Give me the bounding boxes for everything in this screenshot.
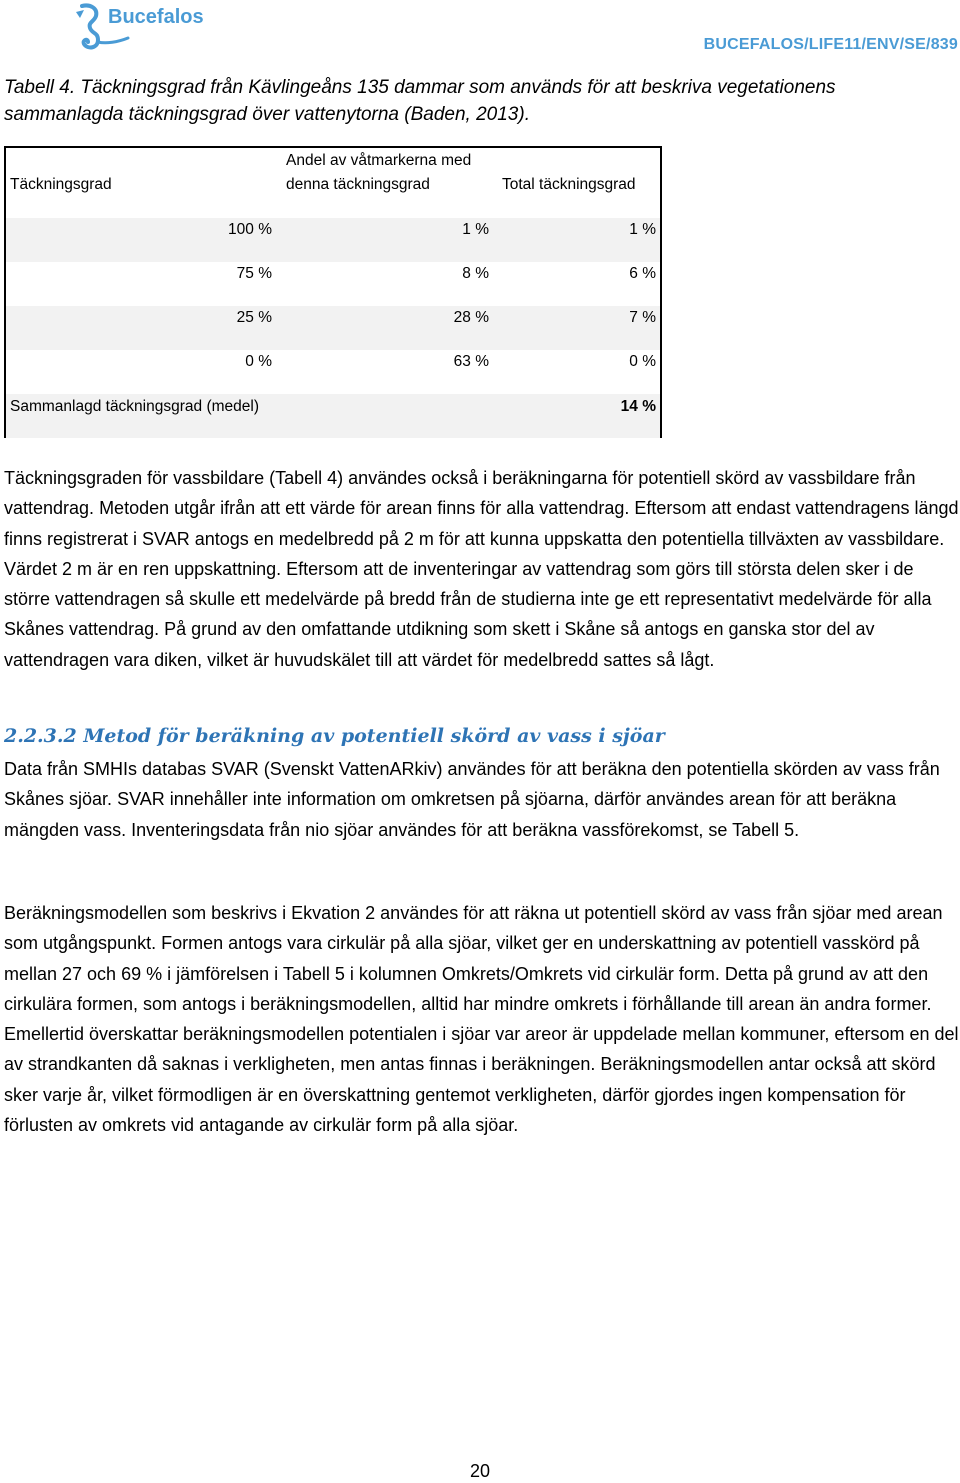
header-col1: Täckningsgrad: [10, 176, 112, 193]
cell-share: 1 %: [462, 221, 489, 238]
table-caption: Tabell 4. Täckningsgrad från Kävlingeåns 135 dammar som används för att beskriva vegetationens sammanlagda täckningsgrad över vattenytorna (Baden, 2013).: [4, 77, 836, 125]
cell-share: 28 %: [453, 309, 489, 326]
cell-total: 1 %: [629, 221, 656, 238]
header-col2-line1: Andel av våtmarkerna med: [286, 152, 472, 169]
cell-grade: 25 %: [236, 309, 272, 326]
coverage-table: [4, 146, 662, 438]
cell-share: 8 %: [462, 265, 489, 282]
cell-grade: 100 %: [228, 221, 272, 238]
project-code: BUCEFALOS/LIFE11/ENV/SE/839: [703, 36, 958, 53]
cell-grade: 75 %: [236, 265, 272, 282]
summary-label: Sammanlagd täckningsgrad (medel): [10, 398, 259, 415]
paragraph-3: Beräkningsmodellen som beskrivs i Ekvation 2 användes för att räkna ut potentiell skörd av vass från sjöar med arean som utgångspunkt. Formen antogs vara cirkulär på alla sjöar, vilket ger en underskattning av potentiell vasskörd på mellan 27 och 69 % i jämförelsen i Tabell 5 i kolumnen Omkrets/Omkrets vid cirkulär form. Detta på grund av att den cirkulära formen, som antogs i beräkningsmodellen, alltid har mindre omkrets i förhållande till arean än andra former. Emellertid överskattar beräkningsmodellen potentialen i sjöar var areor är uppdelade mellan kommuner, eftersom en del av strandkanten då saknas i verkligheten, men antas finnas i beräkningen. Beräkningsmodellen antar också att skörd sker varje år, vilket förmodligen är en överskattning gentemot verkligheten, därför gjordes ingen kompensation för förlusten av omkrets vid antagande av cirkulär form på alla sjöar.: [4, 903, 959, 1136]
cell-grade: 0 %: [245, 353, 272, 370]
header-col2-line2: denna täckningsgrad: [286, 176, 430, 193]
header-col3: Total täckningsgrad: [502, 176, 636, 193]
bucefalos-logo: [68, 2, 208, 52]
paragraph-1: Täckningsgraden för vassbildare (Tabell 4) användes också i beräkningarna för potentiell skörd av vassbildare från vattendrag. Metoden utgår ifrån att ett värde för arean finns för alla vattendrag. Eftersom att endast vattendragens längd finns registrerat i SVAR antogs en medelbredd på 2 m för att kunna uppskatta den potentiella tillväxten av vassbildare. Värdet 2 m är en ren uppskattning. Eftersom att de inventeringar av vattendrag som görs till största delen sker i de större vattendragen så skulle ett medelvärde på bredd från de studierna inte ge ett representativt medelvärde för alla Skånes vattendrag. På grund av den omfattande utdikning som skett i Skåne så antogs en ganska stor del av vattendragen vara diken, vilket är huvudskälet till att värdet för medelbredd sattes så lågt.: [4, 468, 959, 670]
cell-share: 63 %: [453, 353, 489, 370]
cell-total: 7 %: [629, 309, 656, 326]
section-heading: 2.2.3.2 Metod för beräkning av potentiell skörd av vass i sjöar: [4, 725, 665, 747]
paragraph-2: Data från SMHIs databas SVAR (Svenskt VattenARkiv) användes för att beräkna den potentiella skörden av vass från Skånes sjöar. SVAR innehåller inte information om omkretsen på sjöarna, därför användes arean för att beräkna mängden vass. Inventeringsdata från nio sjöar användes för att beräkna vassförekomst, se Tabell 5.: [4, 759, 940, 840]
page-number: 20: [469, 1461, 491, 1481]
cell-total: 0 %: [629, 353, 656, 370]
logo-text: Bucefalos: [108, 6, 204, 28]
cell-total: 6 %: [629, 265, 656, 282]
summary-value: 14 %: [620, 398, 656, 415]
